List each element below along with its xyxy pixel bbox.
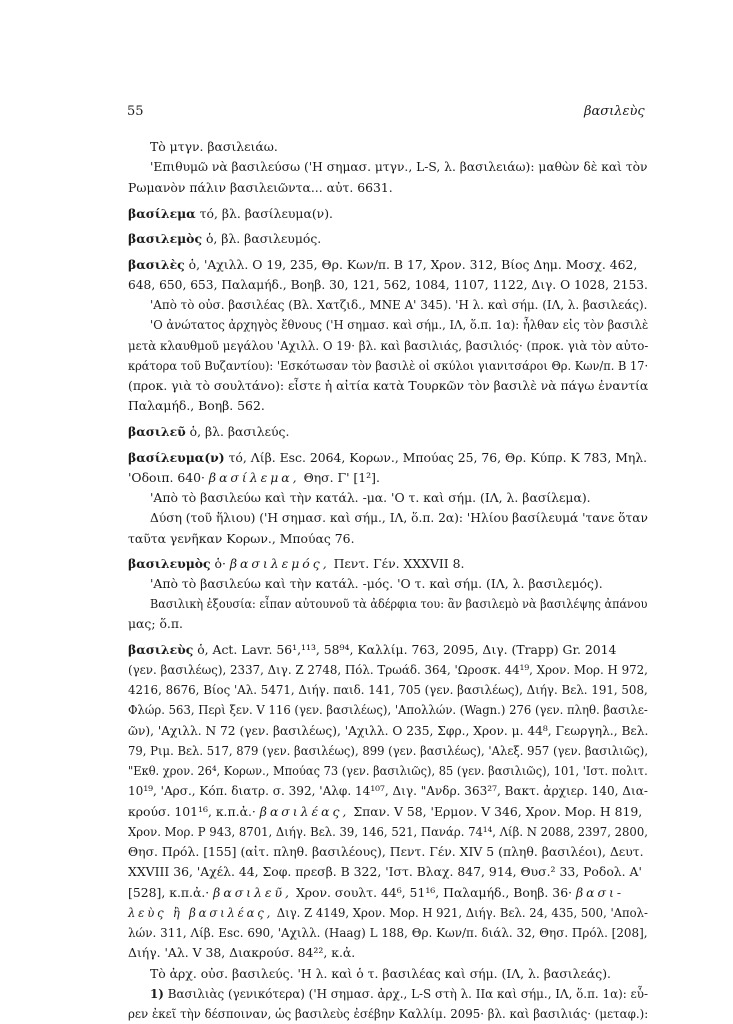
sense-number: 1) bbox=[150, 985, 164, 1001]
text-line: 'Επιθυμῶ νὰ βασιλεύσω ('Η σημασ. μτγν., L-S, λ. βασιλειάω): μαθὼν δὲ καὶ τὸν bbox=[150, 159, 648, 175]
spaced-form: βασίλεμα, bbox=[208, 469, 300, 485]
text-segment: Χρον. σουλτ. 44⁶, 51¹⁶, Παλαμήδ., Βοηβ. 36· bbox=[292, 884, 573, 900]
spaced-form: βασιλεῦ, bbox=[213, 884, 292, 900]
text-line: Θησ. Πρόλ. [155] (αἰτ. πληθ. βασιλέους), Πεντ. Γέν. XIV 5 (πληθ. βασιλέοι), Δευτ. bbox=[128, 844, 644, 859]
spaced-form: βασι- bbox=[575, 884, 625, 900]
entry-basiles bbox=[128, 257, 637, 273]
text-line: ρεν ἐκεῖ τὴν δέσποιναν, ὡς βασιλεὺς ἐσέβην Καλλίμ. 2095· βλ. καὶ βασιλιάς· (μεταφ.): bbox=[128, 1006, 649, 1021]
text-line: Δύση (τοῦ ἥλιου) ('Η σημασ. καὶ σήμ., ΙΛ, ὅ.π. 2α): 'Ηλίου βασίλευμά 'τανε ὅταν bbox=[150, 510, 648, 526]
text-line bbox=[128, 470, 380, 486]
entry-text: ὁ, 'Αχιλλ. Ο 19, 235, Θρ. Κων/π. Β 17, Χρον. 312, Βίος Δημ. Μοσχ. 462, bbox=[184, 256, 638, 272]
text-line: 79, Ριμ. Βελ. 517, 879 (γεν. βασιλέως), 899 (γεν. βασιλέως), 'Αλεξ. 957 (γεν. βασιλιῶς), bbox=[128, 742, 649, 758]
text-line: Διήγ. 'Αλ. V 38, Διακρούσ. 84²², κ.ἀ. bbox=[128, 945, 356, 961]
sense-text: Βασιλιὰς (γενικότερα) ('Η σημασ. ἀρχ., L-S στὴ λ. ΙΙα καὶ σήμ., ΙΛ, ὅ.π. 1α): εὗ- bbox=[163, 985, 648, 1001]
text-segment: Θησ. Γ' [1²]. bbox=[299, 469, 380, 485]
entry-headword: βασιλεμὸς bbox=[128, 230, 202, 246]
entry-headword: βασιλεὺς bbox=[128, 641, 194, 657]
text-line: 'Απὸ τὸ βασιλεύω καὶ τὴν κατάλ. -μός. 'Ο τ. καὶ σήμ. (ΙΛ, λ. βασιλεμός). bbox=[150, 575, 603, 591]
entry-text: ὁ, Act. Lavr. 56¹,¹¹³, 58⁹⁴, Καλλίμ. 763, 2095, Διγ. (Trapp) Gr. 2014 bbox=[193, 641, 617, 657]
text-line: Τὸ μτγν. βασιλειάω. bbox=[150, 139, 278, 154]
entry-basilemos bbox=[128, 231, 321, 247]
text-line: 10¹⁹, 'Αρσ., Κόπ. διατρ. σ. 392, 'Αλφ. 14¹⁰⁷, Διγ. "Ανδρ. 363²⁷, Βακτ. ἀρχιερ. 140, Δια- bbox=[128, 783, 648, 799]
text-line: 4216, 8676, Βίος 'Αλ. 5471, Διήγ. παιδ. 141, 705 (γεν. βασιλέως), Διήγ. Βελ. 191, 508, bbox=[128, 682, 648, 697]
text-line: 648, 650, 653, Παλαμήδ., Βοηβ. 30, 121, 562, 1084, 1107, 1122, Διγ. Ο 1028, 2153. bbox=[128, 276, 648, 292]
text-line: Φλώρ. 563, Περὶ ξεν. V 116 (γεν. βασιλέως), 'Απολλών. (Wagn.) 276 (γεν. πληθ. βασιλε- bbox=[128, 702, 648, 718]
text-line: Ρωμανὸν πάλιν βασιλειῶντα... αὐτ. 6631. bbox=[128, 179, 393, 195]
text-segment: Διγ. Ζ 4149, Χρον. Μορ. Η 921, Διήγ. Βελ. 24, 435, 500, 'Απολ- bbox=[273, 904, 648, 920]
text-line: Βασιλικὴ ἐξουσία: εἶπαν αὐτουνοῦ τὰ ἀδέρφια του: ἂν βασιλεμὸ νὰ βασιλέψης ἀπάνου bbox=[150, 596, 648, 612]
entry-basileuma bbox=[128, 450, 647, 466]
text-line: μας; ὅ.π. bbox=[128, 616, 183, 632]
entry-text: ὁ· bbox=[210, 555, 226, 571]
text-line: Παλαμήδ., Βοηβ. 562. bbox=[128, 398, 265, 414]
text-line: μετὰ κλαυθμοῦ μεγάλου 'Αχιλλ. Ο 19· βλ. καὶ βασιλιάς, βασιλιός· (προκ. γιὰ τὸν αὐτο- bbox=[128, 337, 649, 353]
text-line: ῶν), 'Αχιλλ. Ν 72 (γεν. βασιλέως), 'Αχιλλ. Ο 235, Σφρ., Χρον. μ. 44⁸, Γεωργηλ., Βελ. bbox=[128, 722, 649, 738]
entry-text: τό, Λίβ. Esc. 2064, Κορων., Μπούας 25, 76, Θρ. Κύπρ. Κ 783, Μηλ. bbox=[224, 449, 648, 465]
text-line: 'Ο ἀνώτατος ἀρχηγὸς ἔθνους ('Η σημασ. καὶ σήμ., ΙΛ, ὅ.π. 1α): ἦλθαν εἰς τὸν βασιλὲ bbox=[150, 317, 649, 333]
text-line: (προκ. γιὰ τὸ σουλτάνο): εἶστε ἡ αἰτία κατὰ Τουρκῶν τὸν βασιλὲ νὰ πάγω ἐναντία bbox=[128, 378, 649, 394]
entry-text: τό, βλ. βασίλευμα(ν). bbox=[195, 205, 333, 221]
entry-basilema bbox=[128, 206, 333, 222]
entry-headword: βασιλεῦ bbox=[128, 423, 186, 439]
text-segment: Σπαν. V 58, 'Ερμον. V 346, Χρον. Μορ. Η 819, bbox=[349, 803, 643, 819]
sense-1 bbox=[150, 986, 648, 1002]
text-line bbox=[128, 905, 648, 921]
text-line: (γεν. βασιλέως), 2337, Διγ. Ζ 2748, Πόλ. Τρωάδ. 364, 'Ωροσκ. 44¹⁹, Χρον. Μορ. Η 972, bbox=[128, 661, 648, 677]
entry-basileu bbox=[128, 424, 289, 440]
entry-headword: βασίλεμα bbox=[128, 205, 196, 221]
entry-text: Πεντ. Γέν. XXXVII 8. bbox=[329, 555, 465, 571]
entry-headword: βασιλὲς bbox=[128, 256, 185, 272]
text-line: "Εκθ. χρον. 26⁴, Κορων., Μπούας 73 (γεν. βασιλιῶς), 85 (γεν. βασιλιῶς), 101, 'Ιστ. πολιτ. bbox=[128, 763, 648, 778]
text-segment: [528], κ.π.ἀ.· bbox=[128, 884, 210, 900]
text-line: Χρον. Μορ. Ρ 943, 8701, Διήγ. Βελ. 39, 146, 521, Πανάρ. 74¹⁴, Λίβ. Ν 2088, 2397, 2800, bbox=[128, 823, 648, 839]
entry-headword: βασιλευμὸς bbox=[128, 555, 211, 571]
text-line bbox=[128, 885, 624, 901]
text-line: ταῦτα γενῆκαν Κορων., Μπούας 76. bbox=[128, 530, 355, 546]
text-line: λών. 311, Λίβ. Esc. 690, 'Αχιλλ. (Haag) L 188, Θρ. Κων/π. διάλ. 32, Θησ. Πρόλ. [208], bbox=[128, 925, 648, 940]
text-line: 'Απὸ τὸ βασιλεύω καὶ τὴν κατάλ. -μα. 'Ο τ. καὶ σήμ. (ΙΛ, λ. βασίλεμα). bbox=[150, 490, 591, 505]
entry-text: ὁ, βλ. βασιλεύς. bbox=[185, 423, 290, 439]
text-line: Τὸ ἀρχ. οὐσ. βασιλεύς. 'Η λ. καὶ ὁ τ. βασιλέας καὶ σήμ. (ΙΛ, λ. βασιλεάς). bbox=[150, 965, 611, 981]
entry-headword: βασίλευμα(ν) bbox=[128, 449, 225, 465]
spaced-form: βασιλέας, bbox=[259, 803, 350, 819]
spaced-form: λεὺς ἢ βασιλέας, bbox=[128, 904, 274, 920]
text-segment: 'Οδοιπ. 640· bbox=[128, 469, 205, 485]
running-head: βασιλεὺς bbox=[584, 104, 645, 119]
entry-text: ὁ, βλ. βασιλευμός. bbox=[202, 230, 322, 246]
entry-basileus bbox=[128, 642, 616, 658]
text-line: XXVIII 36, 'Αχέλ. 44, Σοφ. πρεσβ. Β 322, 'Ιστ. Βλαχ. 847, 914, Θυσ.² 33, Ροδολ. Α' bbox=[128, 864, 642, 880]
text-segment: κρούσ. 101¹⁶, κ.π.ἀ.· bbox=[128, 803, 256, 819]
text-line: κράτορα τοῦ Βυζαντίου): 'Εσκότωσαν τὸν βασιλὲ οἱ σκύλοι γιανιτσάροι Θρ. Κων/π. Β 17· bbox=[128, 357, 649, 373]
entry-basileumos bbox=[128, 556, 464, 572]
spaced-form: βασιλεμός, bbox=[229, 555, 330, 571]
text-line bbox=[128, 804, 642, 820]
text-line: 'Απὸ τὸ οὐσ. βασιλέας (Βλ. Χατζιδ., ΜΝΕ Α' 345). 'Η λ. καὶ σήμ. (ΙΛ, λ. βασιλεάς). bbox=[150, 297, 648, 313]
page-number: 55 bbox=[127, 104, 144, 119]
